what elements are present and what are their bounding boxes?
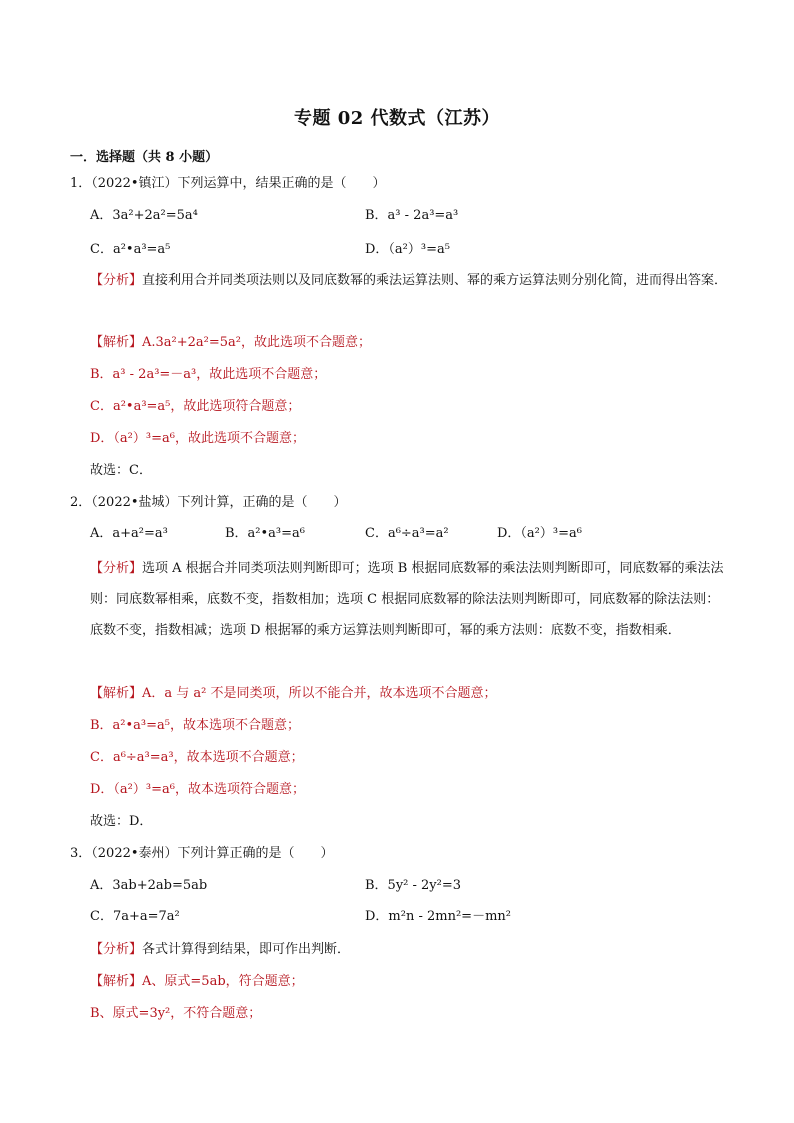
q1-stem: 1．（2022•镇江）下列运算中，结果正确的是（ ） (70, 176, 386, 191)
section-tag: 【解析】 (90, 335, 143, 350)
q1-option-b: B．a³ - 2a³=a³ (365, 208, 459, 223)
section-tag: 【解析】 (90, 974, 143, 989)
q3-solution-b: B、原式=3y²，不符合题意； (90, 1006, 262, 1021)
page-title: 专题 02 代数式（江苏） (293, 108, 501, 129)
q1-solution-b: B．a³ - 2a³=－a³，故此选项不合题意； (90, 367, 327, 382)
q1-solution-d: D．（a²）³=a⁶，故此选项不合题意； (90, 431, 305, 446)
section-text: A.3a²+2a²=5a²，故此选项不合题意； (142, 335, 372, 350)
q2-solution-b: B．a²•a³=a⁵，故本选项不合题意； (90, 718, 300, 733)
q2-option-d: D．（a²）³=a⁶ (497, 526, 582, 541)
section-tag: 【分析】 (90, 942, 143, 957)
q3-option-a: A．3ab+2ab=5ab (90, 878, 208, 893)
q1-solution-a (90, 333, 371, 353)
q2-stem: 2．（2022•盐城）下列计算，正确的是（ ） (70, 495, 347, 510)
q2-analysis (90, 553, 730, 646)
section-heading: 一．选择题（共 8 小题） (70, 150, 219, 165)
section-tag: 【分析】 (90, 273, 143, 288)
q1-answer: 故选：C． (90, 463, 152, 478)
section-text: A．a 与 a² 不是同类项，所以不能合并，故本选项不合题意； (142, 686, 497, 701)
q2-option-a: A．a+a²=a³ (90, 526, 168, 541)
q1-option-c: C．a²•a³=a⁵ (90, 242, 171, 257)
q3-analysis (90, 940, 350, 960)
q2-solution-a (90, 684, 497, 704)
q3-option-c: C．7a+a=7a² (90, 909, 180, 924)
q1-analysis (90, 265, 730, 296)
q3-option-b: B．5y² - 2y²=3 (365, 878, 462, 893)
q1-option-d: D．（a²）³=a⁵ (365, 242, 450, 257)
q1-solution-c: C．a²•a³=a⁵，故此选项符合题意； (90, 399, 301, 414)
q2-solution-d: D．（a²）³=a⁶，故本选项符合题意； (90, 782, 305, 797)
q2-option-b: B．a²•a³=a⁶ (225, 526, 305, 541)
section-text: 各式计算得到结果，即可作出判断． (142, 942, 351, 957)
q3-solution-a (90, 972, 304, 992)
section-text: A、原式=5ab，符合题意； (142, 974, 304, 989)
section-text: 选项 A 根据合并同类项法则判断即可；选项 B 根据同底数幂的乘法法则判断即可，同底数幂的乘法法则：同底数幂相乘，底数不变，指数相加；选项 C 根据同底数幂的除法法则判断即可，同底数幂的除法法则：底数不变，指数相减；选项 D 根据幂的乘方运算法则判断即可，幂的乘方法则：底数不变，指数相乘． (90, 561, 724, 638)
q1-option-a: A．3a²+2a²=5a⁴ (90, 208, 198, 223)
q2-option-c: C．a⁶÷a³=a² (365, 526, 449, 541)
section-tag: 【分析】 (90, 561, 143, 576)
q2-solution-c: C．a⁶÷a³=a³，故本选项不合题意； (90, 750, 304, 765)
q3-stem: 3．（2022•泰州）下列计算正确的是（ ） (70, 846, 334, 861)
section-tag: 【解析】 (90, 686, 143, 701)
q2-answer: 故选：D． (90, 814, 153, 829)
section-text: 直接利用合并同类项法则以及同底数幂的乘法运算法则、幂的乘方运算法则分别化简，进而得出答案． (142, 273, 728, 288)
q3-option-d: D．m²n - 2mn²=－mn² (365, 909, 511, 924)
